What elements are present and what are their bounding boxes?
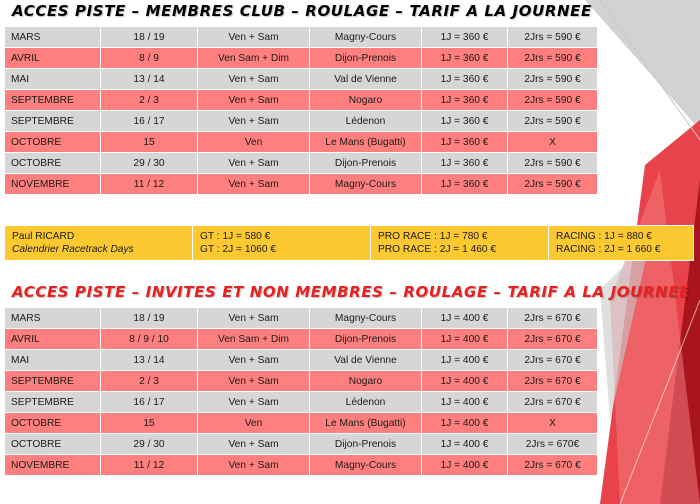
gt-price-1j: GT : 1J = 580 €: [200, 231, 271, 242]
days-cell: Ven + Sam: [198, 434, 310, 455]
month-cell: SEPTEMBRE: [5, 111, 101, 132]
table-row: [5, 111, 598, 132]
prorace-price-1j: PRO RACE : 1J = 780 €: [378, 231, 488, 242]
price-1j-cell: 1J = 400 €: [422, 350, 508, 371]
table-row: [5, 132, 598, 153]
price-1j-cell: 1J = 360 €: [422, 132, 508, 153]
dates-cell: 13 / 14: [101, 350, 198, 371]
dates-cell: 2 / 3: [101, 371, 198, 392]
days-cell: Ven Sam + Dim: [198, 48, 310, 69]
month-cell: AVRIL: [5, 48, 101, 69]
prorace-price-cell: [371, 226, 549, 261]
dates-cell: 18 / 19: [101, 308, 198, 329]
days-cell: Ven + Sam: [198, 350, 310, 371]
price-1j-cell: 1J = 400 €: [422, 371, 508, 392]
dates-cell: 15: [101, 413, 198, 434]
price-1j-cell: 1J = 360 €: [422, 111, 508, 132]
price-2j-cell: 2Jrs = 590 €: [508, 27, 598, 48]
days-cell: Ven Sam + Dim: [198, 329, 310, 350]
price-2j-cell: 2Jrs = 670 €: [508, 329, 598, 350]
days-cell: Ven + Sam: [198, 111, 310, 132]
table-row: [5, 27, 598, 48]
circuit-cell: Le Mans (Bugatti): [310, 132, 422, 153]
days-cell: Ven + Sam: [198, 174, 310, 195]
table-row: [5, 308, 598, 329]
price-2j-cell: X: [508, 132, 598, 153]
dates-cell: 29 / 30: [101, 153, 198, 174]
circuit-cell: Nogaro: [310, 90, 422, 111]
days-cell: Ven: [198, 413, 310, 434]
gt-price-cell: [193, 226, 371, 261]
price-1j-cell: 1J = 400 €: [422, 392, 508, 413]
days-cell: Ven: [198, 132, 310, 153]
circuit-cell: Lédenon: [310, 111, 422, 132]
price-2j-cell: 2Jrs = 590 €: [508, 90, 598, 111]
paul-ricard-row: [5, 226, 694, 261]
price-1j-cell: 1J = 360 €: [422, 69, 508, 90]
month-cell: OCTOBRE: [5, 413, 101, 434]
price-2j-cell: 2Jrs = 670 €: [508, 371, 598, 392]
days-cell: Ven + Sam: [198, 392, 310, 413]
dates-cell: 16 / 17: [101, 392, 198, 413]
dates-cell: 11 / 12: [101, 174, 198, 195]
racing-price-2j: RACING : 2J = 1 660 €: [556, 244, 661, 255]
dates-cell: 8 / 9 / 10: [101, 329, 198, 350]
price-2j-cell: X: [508, 413, 598, 434]
price-1j-cell: 1J = 360 €: [422, 48, 508, 69]
dates-cell: 8 / 9: [101, 48, 198, 69]
racing-price-cell: [549, 226, 694, 261]
days-cell: Ven + Sam: [198, 308, 310, 329]
circuit-cell: Dijon-Prenois: [310, 329, 422, 350]
month-cell: SEPTEMBRE: [5, 371, 101, 392]
price-1j-cell: 1J = 360 €: [422, 27, 508, 48]
circuit-cell: Val de Vienne: [310, 350, 422, 371]
price-1j-cell: 1J = 400 €: [422, 455, 508, 476]
circuit-cell: Val de Vienne: [310, 69, 422, 90]
month-cell: MARS: [5, 308, 101, 329]
guests-rates-table: [4, 307, 598, 476]
table-row: [5, 329, 598, 350]
price-1j-cell: 1J = 360 €: [422, 153, 508, 174]
price-1j-cell: 1J = 400 €: [422, 434, 508, 455]
table-row: [5, 455, 598, 476]
table-row: [5, 90, 598, 111]
table-row: [5, 413, 598, 434]
section2-title: ACCES PISTE – INVITES ET NON MEMBRES – ROULAGE – TARIF A LA JOURNEE: [12, 283, 690, 301]
gt-price-2j: GT : 2J = 1060 €: [200, 244, 276, 255]
month-cell: OCTOBRE: [5, 132, 101, 153]
days-cell: Ven + Sam: [198, 455, 310, 476]
price-2j-cell: 2Jrs = 590 €: [508, 48, 598, 69]
circuit-cell: Magny-Cours: [310, 174, 422, 195]
racetrack-days-subtitle: Calendrier Racetrack Days: [12, 244, 134, 255]
circuit-cell: Magny-Cours: [310, 455, 422, 476]
days-cell: Ven + Sam: [198, 90, 310, 111]
dates-cell: 11 / 12: [101, 455, 198, 476]
paul-ricard-label-cell: [5, 226, 193, 261]
circuit-cell: Dijon-Prenois: [310, 48, 422, 69]
table-row: [5, 350, 598, 371]
price-2j-cell: 2Jrs = 670 €: [508, 392, 598, 413]
days-cell: Ven + Sam: [198, 153, 310, 174]
table-row: [5, 69, 598, 90]
price-1j-cell: 1J = 360 €: [422, 174, 508, 195]
price-2j-cell: 2Jrs = 590 €: [508, 174, 598, 195]
month-cell: MARS: [5, 27, 101, 48]
paul-ricard-name: Paul RICARD: [12, 231, 75, 242]
price-2j-cell: 2Jrs = 670 €: [508, 350, 598, 371]
month-cell: NOVEMBRE: [5, 455, 101, 476]
month-cell: OCTOBRE: [5, 153, 101, 174]
month-cell: OCTOBRE: [5, 434, 101, 455]
price-1j-cell: 1J = 360 €: [422, 90, 508, 111]
racing-price-1j: RACING : 1J = 880 €: [556, 231, 652, 242]
month-cell: NOVEMBRE: [5, 174, 101, 195]
month-cell: MAI: [5, 350, 101, 371]
circuit-cell: Le Mans (Bugatti): [310, 413, 422, 434]
circuit-cell: Nogaro: [310, 371, 422, 392]
month-cell: SEPTEMBRE: [5, 90, 101, 111]
bg-shape-grey-top: [585, 0, 700, 130]
days-cell: Ven + Sam: [198, 69, 310, 90]
circuit-cell: Magny-Cours: [310, 308, 422, 329]
dates-cell: 2 / 3: [101, 90, 198, 111]
price-2j-cell: 2Jrs = 670 €: [508, 308, 598, 329]
dates-cell: 15: [101, 132, 198, 153]
price-2j-cell: 2Jrs = 670 €: [508, 455, 598, 476]
circuit-cell: Dijon-Prenois: [310, 153, 422, 174]
circuit-cell: Lédenon: [310, 392, 422, 413]
table-row: [5, 153, 598, 174]
price-1j-cell: 1J = 400 €: [422, 308, 508, 329]
circuit-cell: Magny-Cours: [310, 27, 422, 48]
price-1j-cell: 1J = 400 €: [422, 413, 508, 434]
prorace-price-2j: PRO RACE : 2J = 1 460 €: [378, 244, 497, 255]
price-2j-cell: 2Jrs = 590 €: [508, 69, 598, 90]
table-row: [5, 392, 598, 413]
dates-cell: 13 / 14: [101, 69, 198, 90]
price-2j-cell: 2Jrs = 590 €: [508, 111, 598, 132]
price-2j-cell: 2Jrs = 670€: [508, 434, 598, 455]
table-row: [5, 174, 598, 195]
paul-ricard-rates: [4, 225, 694, 261]
price-2j-cell: 2Jrs = 590 €: [508, 153, 598, 174]
section1-title: ACCES PISTE – MEMBRES CLUB – ROULAGE – TARIF A LA JOURNEE: [12, 2, 592, 20]
table-row: [5, 434, 598, 455]
table-row: [5, 48, 598, 69]
table-row: [5, 371, 598, 392]
dates-cell: 16 / 17: [101, 111, 198, 132]
price-1j-cell: 1J = 400 €: [422, 329, 508, 350]
days-cell: Ven + Sam: [198, 371, 310, 392]
dates-cell: 29 / 30: [101, 434, 198, 455]
month-cell: SEPTEMBRE: [5, 392, 101, 413]
circuit-cell: Dijon-Prenois: [310, 434, 422, 455]
members-rates-table: [4, 26, 598, 195]
month-cell: AVRIL: [5, 329, 101, 350]
days-cell: Ven + Sam: [198, 27, 310, 48]
month-cell: MAI: [5, 69, 101, 90]
dates-cell: 18 / 19: [101, 27, 198, 48]
